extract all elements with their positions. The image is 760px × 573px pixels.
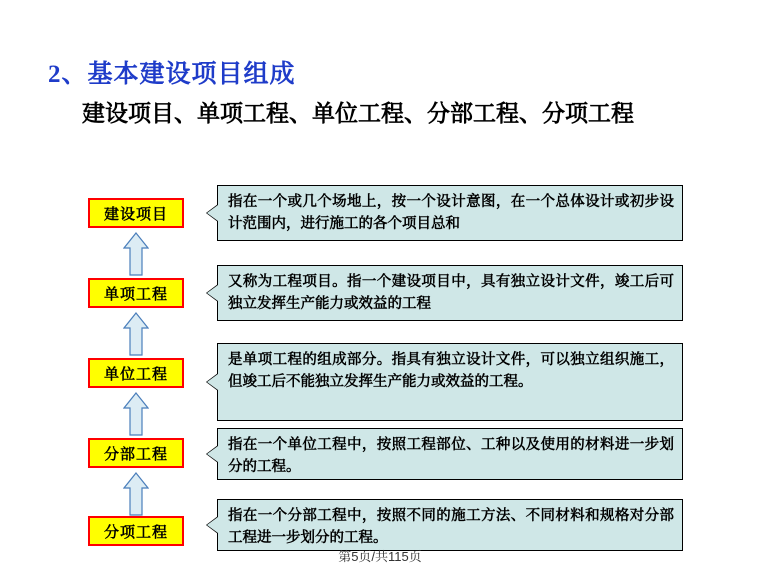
up-arrow-icon-2 [123,312,149,356]
callout-single-project: 又称为工程项目。指一个建设项目中，具有独立设计文件，竣工后可独立发挥生产能力或效益的工程 [217,265,683,321]
callout-subitem-project: 指在一个分部工程中，按照不同的施工方法、不同材料和规格对分部工程进一步划分的工程。 [217,499,683,551]
page-subtitle: 建设项目、单项工程、单位工程、分部工程、分项工程 [82,101,634,126]
callout-unit-project: 是单项工程的组成部分。指具有独立设计文件，可以独立组织施工，但竣工后不能独立发挥生产能力或效益的工程。 [217,343,683,421]
diagram-node-unit-project[interactable]: 单位工程 [88,358,184,388]
diagram-node-construction-project[interactable]: 建设项目 [88,198,184,228]
up-arrow-icon-3 [123,392,149,436]
callout-division-project: 指在一个单位工程中，按照工程部位、工种以及使用的材料进一步划分的工程。 [217,428,683,480]
diagram-node-subitem-project[interactable]: 分项工程 [88,516,184,546]
callout-construction-project: 指在一个或几个场地上，按一个设计意图，在一个总体设计或初步设计范围内，进行施工的各个项目总和 [217,185,683,241]
page-number-footer: 第5页/共115页 [338,549,422,564]
page-title: 2、基本建设项目组成 [48,61,296,88]
diagram-node-single-project[interactable]: 单项工程 [88,278,184,308]
up-arrow-icon-4 [123,472,149,516]
up-arrow-icon-1 [123,232,149,276]
diagram-node-division-project[interactable]: 分部工程 [88,438,184,468]
